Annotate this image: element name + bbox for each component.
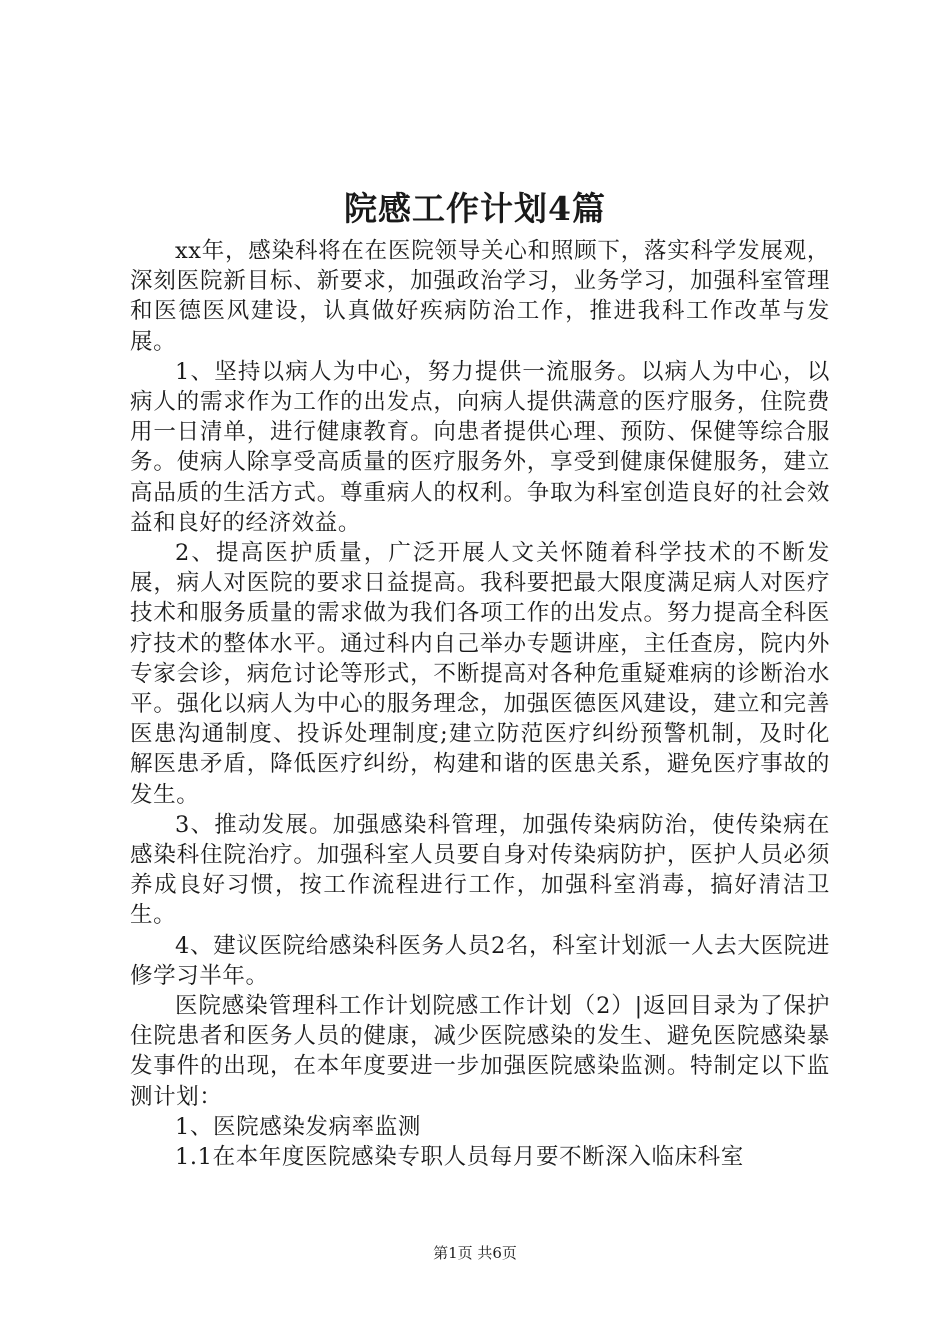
paragraph: 1、医院感染发病率监测	[175, 1113, 421, 1140]
paragraph: xx年，感染科将在在医院领导关心和照顾下，落实科学发展观，深刻医院新目标、新要求，加强政治学习，业务学习，加强科室管理和医德医风建设，认真做好疾病防治工作，推进我科工作改革与发展。	[130, 238, 830, 355]
document-title: 院感工作计划4篇	[344, 189, 606, 228]
paragraph: 4、建议医院给感染科医务人员2名，科室计划派一人去大医院进修学习半年。	[130, 932, 830, 989]
paragraph: 2、提高医护质量，广泛开展人文关怀随着科学技术的不断发展，病人对医院的要求日益提高。我科要把最大限度满足病人对医疗技术和服务质量的需求做为我们各项工作的出发点。努力提高全科医疗技术的整体水平。通过科内自己举办专题讲座，主任查房，院内外专家会诊，病危讨论等形式，不断提高对各种危重疑难病的诊断治水平。强化以病人为中心的服务理念，加强医德医风建设，建立和完善医患沟通制度、投诉处理制度;建立防范医疗纠纷预警机制，及时化解医患矛盾，降低医疗纠纷，构建和谐的医患关系，避免医疗事故的发生。	[130, 540, 830, 808]
paragraph: 1.1在本年度医院感染专职人员每月要不断深入临床科室	[175, 1144, 744, 1171]
paragraph: 3、推动发展。加强感染科管理，加强传染病防治，使传染病在感染科住院治疗。加强科室人员要自身对传染病防护，医护人员必须养成良好习惯，按工作流程进行工作，加强科室消毒，搞好清洁卫生。	[130, 811, 830, 929]
paragraph: 1、坚持以病人为中心，努力提供一流服务。以病人为中心，以病人的需求作为工作的出发点，向病人提供满意的医疗服务，住院费用一日清单，进行健康教育。向患者提供心理、预防、保健等综合服务。使病人除享受高质量的医疗服务外，享受到健康保健服务，建立高品质的生活方式。尊重病人的权利。争取为科室创造良好的社会效益和良好的经济效益。	[130, 358, 830, 536]
document-body	[130, 236, 830, 1172]
paragraph: 医院感染管理科工作计划院感工作计划（2）|返回目录为了保护住院患者和医务人员的健康，减少医院感染的发生、避免医院感染暴发事件的出现，在本年度要进一步加强医院感染监测。特制定以下监测计划：	[130, 993, 830, 1110]
page-footer: 第1页 共6页	[433, 1244, 517, 1262]
